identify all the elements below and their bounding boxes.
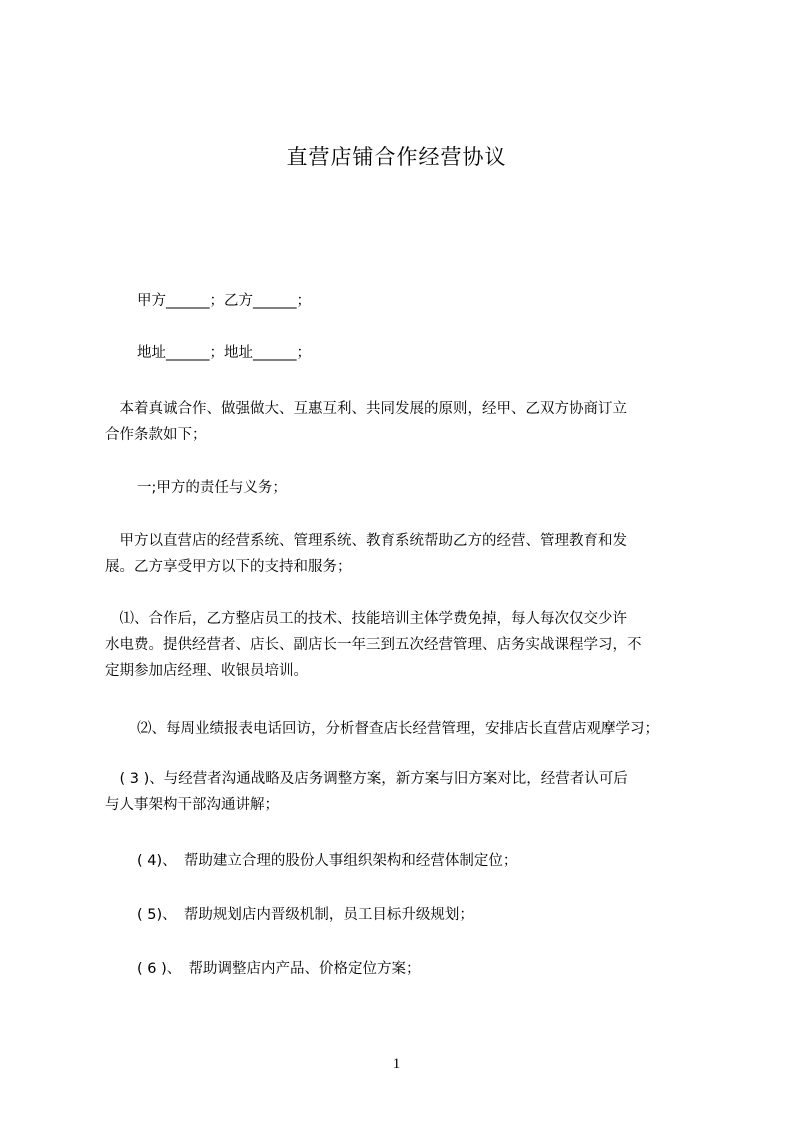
item-1 [105,606,710,684]
intro-paragraph [105,396,710,448]
item-3 [105,766,710,818]
item-3-line-2: 与人事架构干部沟通讲解； [105,797,279,813]
item-4: ( 4)、 帮助建立合理的股份人事组织架构和经营体制定位； [137,853,518,869]
page-number: 1 [392,1056,401,1072]
item-1-line-3: 定期参加店经理、收银员培训。 [105,663,308,679]
intro-line-2: 合作条款如下； [105,427,207,443]
section-1-intro [105,528,710,580]
document-title: 直营店铺合作经营协议 [286,145,507,169]
addresses-line: 地址______；地址______； [137,345,311,361]
parties-line: 甲方______；乙方______； [137,293,311,309]
item-5: ( 5)、 帮助规划店内晋级机制，员工目标升级规划； [137,907,474,923]
section-1-intro-line-1: 甲方以直营店的经营系统、管理系统、教育系统帮助乙方的经营、管理教育和发 [105,533,627,549]
intro-line-1: 本着真诚合作、做强做大、互惠互利、共同发展的原则，经甲、乙双方协商订立 [105,401,627,417]
item-1-line-1: ⑴、合作后，乙方整店员工的技术、技能培训主体学费免掉，每人每次仅交少许 [105,611,627,627]
item-3-line-1: ( 3 )、与经营者沟通战略及店务调整方案，新方案与旧方案对比，经营者认可后 [105,771,628,787]
section-1-heading: 一;甲方的责任与义务； [137,480,287,496]
item-6: ( 6 )、 帮助调整店内产品、价格定位方案； [137,961,421,977]
item-1-line-2: 水电费。提供经营者、店长、副店长一年三到五次经营管理、店务实战课程学习，不 [105,637,642,653]
section-1-intro-line-2: 展。乙方享受甲方以下的支持和服务； [105,559,352,575]
item-2: ⑵、每周业绩报表电话回访，分析督查店长经营管理，安排店长直营店观摩学习； [137,721,659,737]
